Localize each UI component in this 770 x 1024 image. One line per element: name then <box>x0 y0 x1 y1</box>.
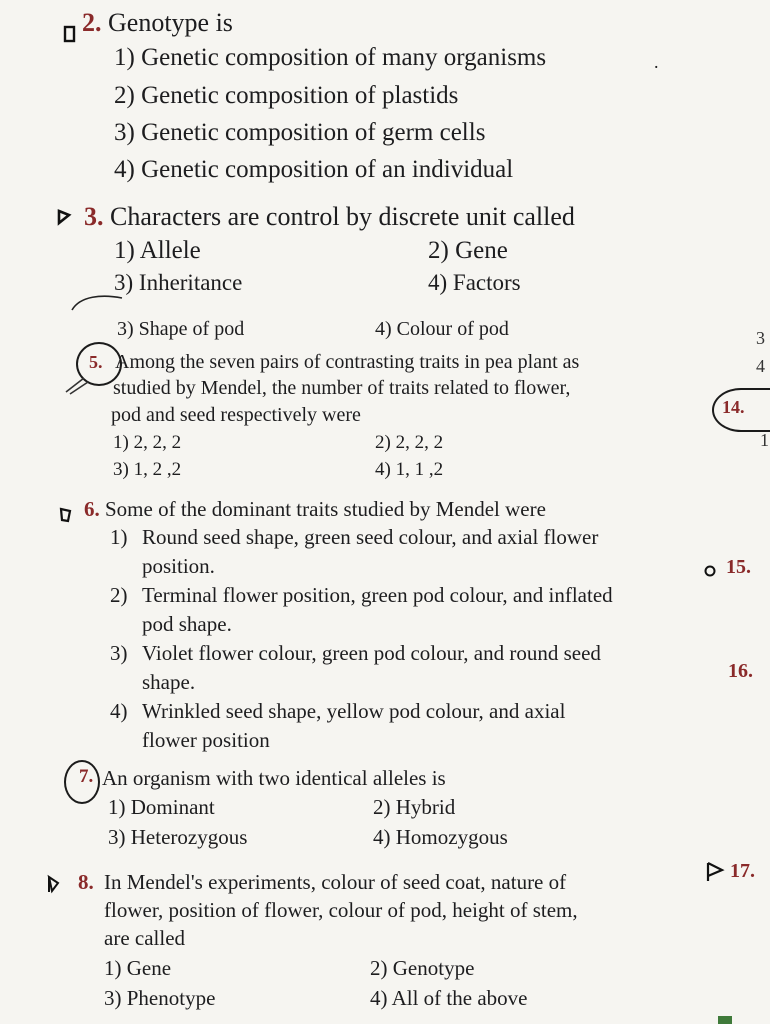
stray-dot: . <box>654 52 659 72</box>
option: 2) Genotype <box>370 956 475 980</box>
option-number: 2) <box>110 583 128 607</box>
question-number: 6. <box>84 497 100 521</box>
checkbox-mark-icon <box>58 506 74 529</box>
option: 2) Gene <box>428 237 508 264</box>
option: 3) Genetic composition of germ cells <box>114 119 486 146</box>
option: 4) Homozygous <box>373 825 508 849</box>
option: 1) 2, 2, 2 <box>113 432 182 453</box>
option: 3) Shape of pod <box>117 318 245 340</box>
question-number: 8. <box>78 870 94 894</box>
option-text: position. <box>142 554 215 578</box>
option: 4) Colour of pod <box>375 318 509 340</box>
option-text: shape. <box>142 670 196 694</box>
question-number: 2. <box>82 8 102 37</box>
option: 4) Genetic composition of an individual <box>114 156 514 183</box>
question-text: Some of the dominant traits studied by Mendel were <box>105 497 546 521</box>
question-text: Characters are control by discrete unit called <box>110 202 575 231</box>
option-number: 1) <box>110 525 128 549</box>
pen-mark-icon <box>704 860 726 889</box>
question-number: 7. <box>79 766 94 787</box>
option: 1) Gene <box>104 956 172 980</box>
question-text: Genotype is <box>108 8 233 37</box>
option-number: 3) <box>110 641 128 665</box>
question-text: Among the seven pairs of contrasting traits in pea plant as <box>115 351 580 373</box>
option: 4) 1, 1 ,2 <box>375 459 444 480</box>
question-number: 5. <box>89 352 103 372</box>
option: 2) Hybrid <box>373 795 456 819</box>
pen-mark-icon <box>702 563 718 584</box>
checkbox-mark-icon <box>46 874 62 899</box>
option: 3) Phenotype <box>104 986 216 1010</box>
green-marker <box>718 1016 732 1024</box>
checkbox-mark-icon <box>63 24 77 49</box>
side-number: 16. <box>728 660 753 682</box>
option: 1) Genetic composition of many organisms <box>114 44 547 71</box>
option-text: Violet flower colour, green pod colour, and round seed <box>142 641 601 665</box>
question-text: studied by Mendel, the number of traits related to flower, <box>113 377 571 399</box>
option: 3) 1, 2 ,2 <box>113 459 182 480</box>
pen-stroke-icon <box>66 290 126 321</box>
side-number: 1 <box>760 430 769 450</box>
option: 4) Factors <box>428 270 521 295</box>
side-number: 15. <box>726 556 751 578</box>
question-number: 3. <box>84 202 104 231</box>
option-text: Wrinkled seed shape, yellow pod colour, and axial <box>142 699 566 723</box>
option: 3) Heterozygous <box>108 825 248 849</box>
question-text: flower, position of flower, colour of pod, height of stem, <box>104 898 578 922</box>
option-text: Terminal flower position, green pod colour, and inflated <box>142 583 613 607</box>
pen-stroke-icon <box>62 370 102 403</box>
side-number: 17. <box>730 860 755 882</box>
option-text: flower position <box>142 728 270 752</box>
option: 2) 2, 2, 2 <box>375 432 444 453</box>
option-number: 4) <box>110 699 128 723</box>
question-text: are called <box>104 926 186 950</box>
option-text: pod shape. <box>142 612 232 636</box>
option: 1) Dominant <box>108 795 215 819</box>
option-text: Round seed shape, green seed colour, and axial flower <box>142 525 599 549</box>
pen-mark-icon <box>55 207 75 232</box>
question-3-stem <box>84 202 575 232</box>
question-text: pod and seed respectively were <box>111 404 361 426</box>
option: 2) Genetic composition of plastids <box>114 82 459 109</box>
option: 3) Inheritance <box>114 270 243 295</box>
option: 1) Allele <box>114 237 201 264</box>
side-number: 3 <box>756 328 765 348</box>
side-number: 4 <box>756 356 765 376</box>
question-6-stem <box>84 497 546 522</box>
question-text: In Mendel's experiments, colour of seed coat, nature of <box>104 870 567 894</box>
side-number: 14. <box>722 397 745 417</box>
question-text: An organism with two identical alleles is <box>102 766 446 790</box>
option: 4) All of the above <box>370 986 528 1010</box>
question-2-stem <box>82 8 233 38</box>
